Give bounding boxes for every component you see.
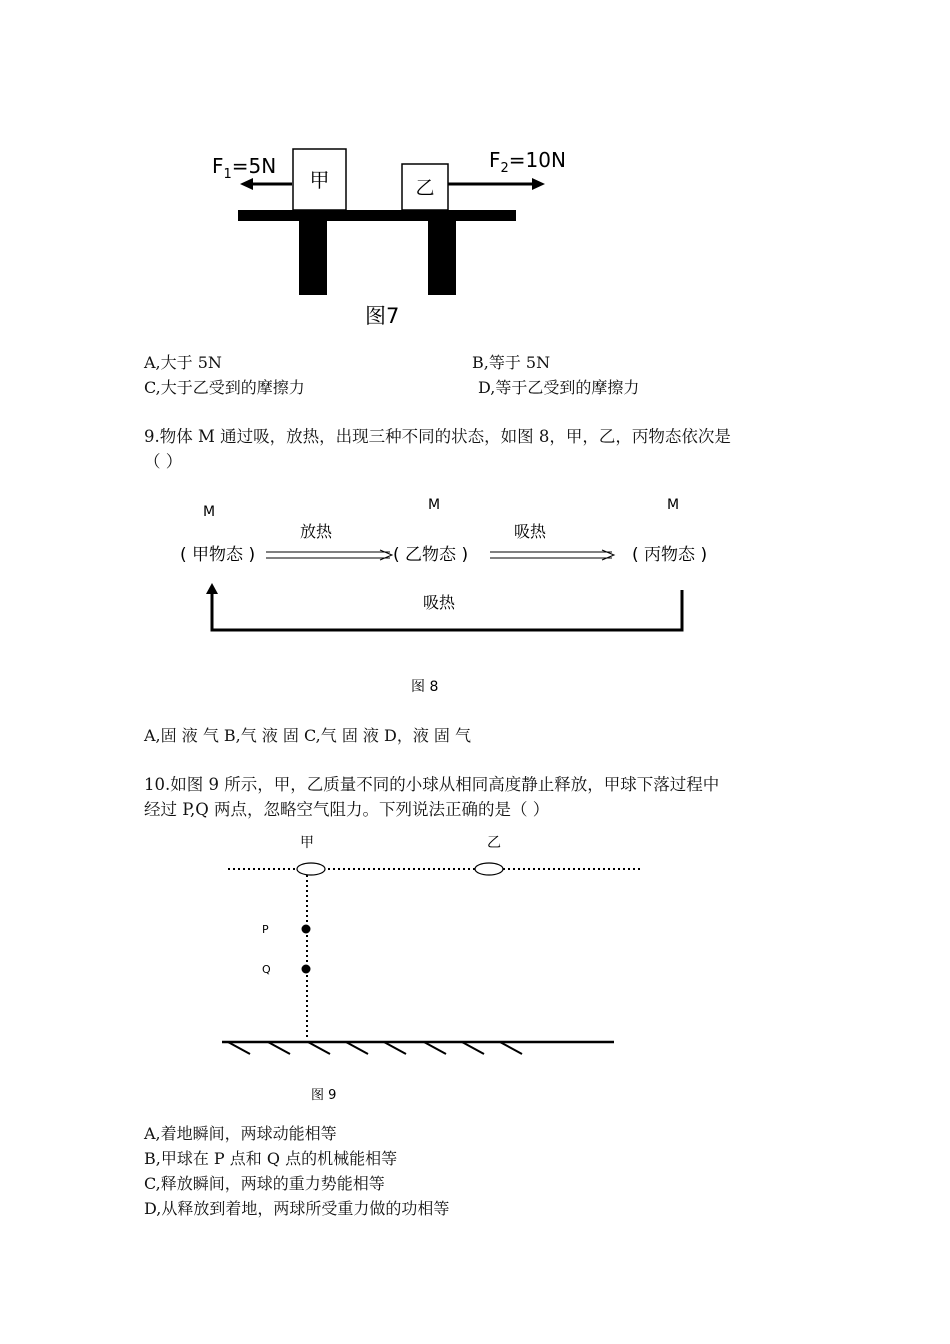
arrow-yi-to-bing	[490, 550, 614, 560]
figure-8-caption: 图 8	[411, 679, 439, 695]
point-p-label: P	[262, 923, 269, 936]
f1-arrow-head	[240, 178, 253, 190]
q10-option-d: D,从释放到着地，两球所受重力做的功相等	[144, 1199, 450, 1218]
ball-yi	[475, 863, 503, 875]
arrow-bing-to-jia-head	[206, 583, 218, 594]
ball-yi-label: 乙	[487, 835, 501, 851]
block-yi-label: 乙	[415, 177, 435, 199]
m-label-1: M	[203, 504, 216, 520]
table-top	[238, 210, 516, 221]
m-label-3: M	[667, 497, 680, 513]
figure-7	[0, 0, 950, 340]
q9-question-line2: （ ）	[144, 452, 183, 471]
ball-jia-label: 甲	[300, 835, 314, 851]
f2-arrow-head	[532, 178, 545, 190]
point-p	[302, 925, 311, 934]
arrow3-label: 吸热	[423, 593, 456, 612]
state-bing: ( 丙物态 )	[632, 545, 708, 565]
arrow1-label: 放热	[300, 522, 333, 541]
point-q	[302, 965, 311, 974]
figure-9-caption: 图 9	[311, 1088, 337, 1103]
point-q-label: Q	[262, 963, 271, 976]
f2-label: $F_2=10N$	[489, 148, 566, 176]
m-label-2: M	[428, 497, 441, 513]
q8-option-a: A,大于 5N	[144, 353, 222, 372]
q10-question-line2: 经过 P,Q 两点，忽略空气阻力。下列说法正确的是（ ）	[144, 800, 550, 819]
q9-question-line1: 9.物体 M 通过吸，放热，出现三种不同的状态，如图 8，甲，乙，丙物态依次是	[144, 427, 731, 446]
q9-options: A,固 液 气 B,气 液 固 C,气 固 液 D，液 固 气	[144, 726, 472, 745]
figure-9	[0, 825, 950, 1115]
block-jia-label: 甲	[309, 168, 330, 192]
state-yi: ( 乙物态 )	[393, 545, 469, 565]
q10-option-a: A,着地瞬间，两球动能相等	[144, 1124, 337, 1143]
arrow-jia-to-yi	[266, 550, 392, 560]
table-leg-left	[299, 221, 327, 295]
figure-8	[0, 480, 950, 710]
q8-option-c: C,大于乙受到的摩擦力	[144, 378, 305, 397]
table-leg-right	[428, 221, 456, 295]
q8-option-d: D,等于乙受到的摩擦力	[478, 378, 640, 397]
state-jia: ( 甲物态 )	[180, 545, 256, 565]
arrow2-label: 吸热	[514, 522, 547, 541]
ground-hatching	[228, 1042, 522, 1054]
ball-jia	[297, 863, 325, 875]
q8-option-b: B,等于 5N	[472, 353, 551, 372]
figure-7-caption: 图7	[365, 304, 400, 328]
q10-question-line1: 10.如图 9 所示，甲，乙质量不同的小球从相同高度静止释放，甲球下落过程中	[144, 775, 720, 794]
q10-option-c: C,释放瞬间，两球的重力势能相等	[144, 1174, 385, 1193]
q10-option-b: B,甲球在 P 点和 Q 点的机械能相等	[144, 1149, 398, 1168]
f1-label: $F_1=5N$	[212, 154, 277, 182]
